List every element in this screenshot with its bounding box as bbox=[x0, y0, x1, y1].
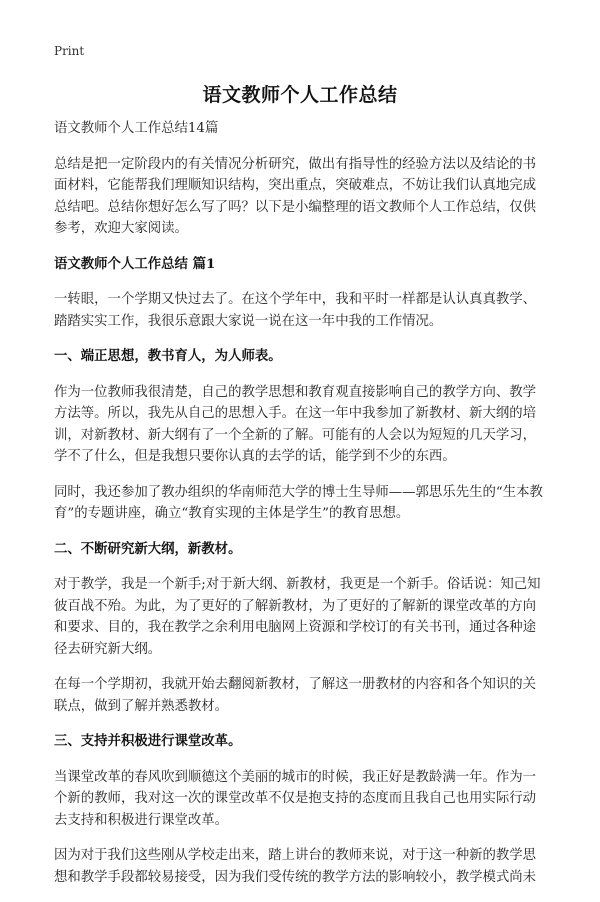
section-heading-2: 二、不断研究新大纲，新教材。 bbox=[54, 540, 242, 557]
opening-paragraph: 一转眼，一个学期又快过去了。在这个学年中，我和平时一样都是认认真真教学、踏踏实实工作，我很乐意跟大家说一说在这一年中我的工作情况。 bbox=[54, 292, 537, 329]
article-subtitle: 语文教师个人工作总结14篇 bbox=[54, 121, 219, 136]
section-2-paragraph-2: 在每一个学期初，我就开始去翻阅新教材，了解这一册教材的内容和各个知识的关联点，做到了解并熟悉教材。 bbox=[54, 677, 537, 714]
section-1-paragraph-1: 作为一位教师我很清楚，自己的教学思想和教育观直接影响自己的教学方向、教学方法等。所以，我先从自己的思想入手。在这一年中我参加了新教材、新大纲的培训，对新教材、新大纲有了一个全新的了解。可能有的人会以为短短的几天学习，学不了什么，但是我想只要你认真的去学的话，能学到不少的东西。 bbox=[54, 384, 537, 464]
section-heading-1: 一、端正思想，教书育人，为人师表。 bbox=[54, 348, 282, 364]
article-body bbox=[54, 118, 548, 902]
section-1-paragraph-2: 同时，我还参加了教办组织的华南师范大学的博士生导师——郭思乐先生的“生本教育”的专题讲座，确立“教育实现的主体是学生”的教育思想。 bbox=[54, 484, 543, 521]
intro-paragraph: 总结是把一定阶段内的有关情况分析研究，做出有指导性的经验方法以及结论的书面材料，它能帮我们理顺知识结构，突出重点，突破难点，不妨让我们认真地完成总结吧。总结你想好怎么写了吗？以下是小编整理的语文教师个人工作总结，仅供参考，欢迎大家阅读。 bbox=[54, 156, 537, 236]
print-link[interactable]: Print bbox=[54, 44, 85, 58]
section-heading-3: 三、支持并积极进行课堂改革。 bbox=[54, 733, 242, 749]
article-heading: 语文教师个人工作总结 篇1 bbox=[54, 255, 216, 272]
page-title: 语文教师个人工作总结 bbox=[202, 84, 398, 106]
section-3-paragraph-2: 因为对于我们这些刚从学校走出来，踏上讲台的教师来说，对于这一种新的教学思想和教学手段都较易接受，因为我们受传统的教学方法的影响较小，教学模式尚未 bbox=[54, 848, 537, 885]
section-2-paragraph-1: 对于教学，我是一个新手;对于新大纲、新教材，我更是一个新手。俗话说：知己知彼百战不殆。为此，为了更好的了解新教材，为了更好的了解新的课堂改革的方向和要求、目的，我在教学之余利用电脑网上资源和学校订的有关书刊，通过各种途径去研究新大纲。 bbox=[54, 577, 541, 657]
section-3-paragraph-1: 当课堂改革的春风吹到顺德这个美丽的城市的时候，我正好是教龄满一年。作为一个新的教师，我对这一次的课堂改革不仅是抱支持的态度而且我自己也用实际行动去支持和积极进行课堂改革。 bbox=[54, 769, 537, 828]
